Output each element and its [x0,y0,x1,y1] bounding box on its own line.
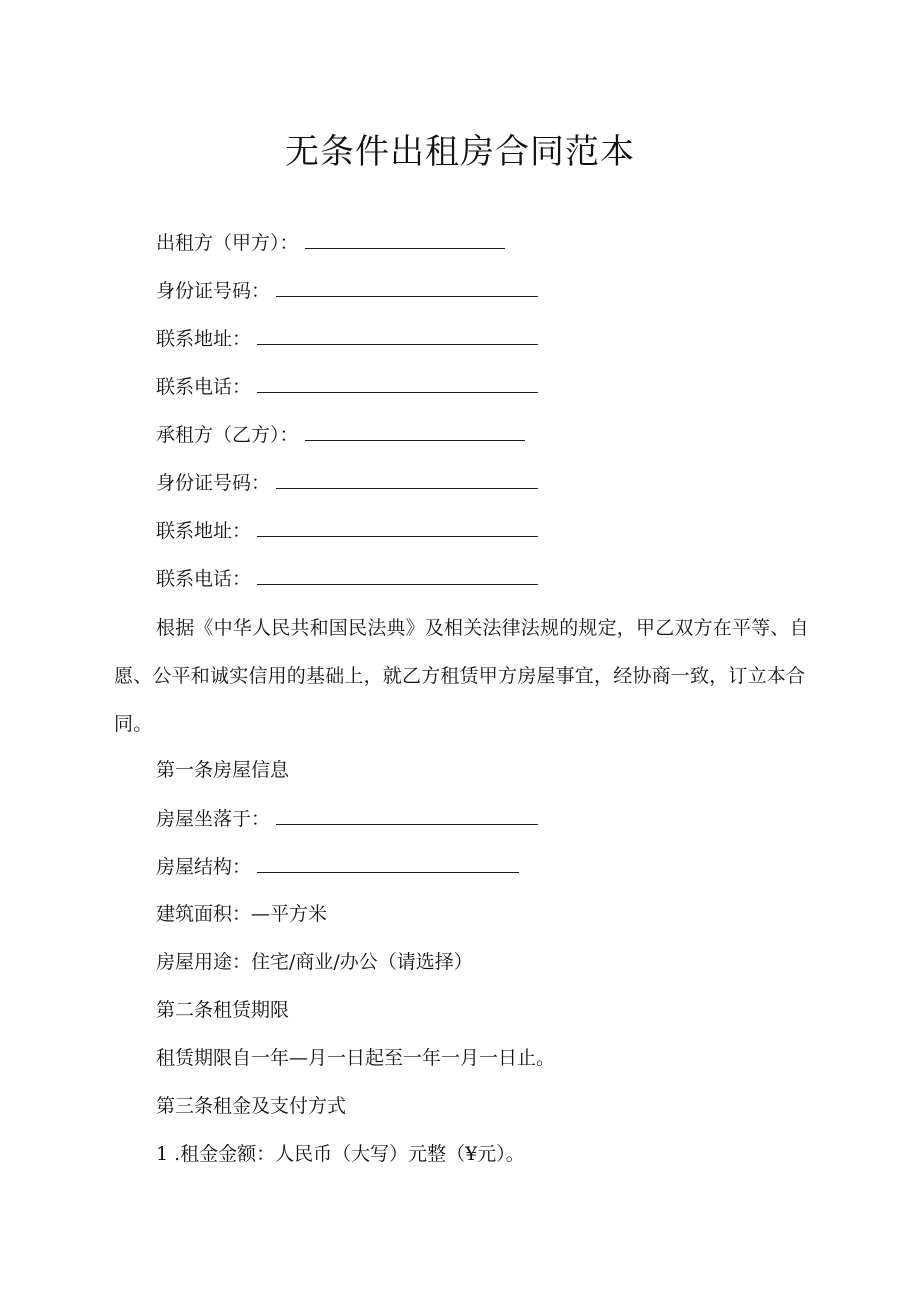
lessee-id-label: 身份证号码： [156,472,271,494]
lessee-name-blank[interactable] [305,420,525,441]
lessor-address-line [156,324,538,353]
lessor-phone-label: 联系电话： [156,376,252,398]
lessor-phone-line [156,372,538,401]
use-line: 房屋用途：住宅/商业/办公（请选择） [156,951,473,973]
lessee-address-line [156,516,538,545]
preamble-paragraph: 根据《中华人民共和国民法典》及相关法律法规的规定，甲乙双方在平等、自愿、公平和诚实信用的基础上，就乙方租赁甲方房屋事宜，经协商一致，订立本合同。 [114,617,809,735]
lessor-name-blank[interactable] [305,228,505,249]
article2-heading: 第二条租赁期限 [156,999,290,1021]
rent-amount-line: 1 .租金金额：人民币（大写）元整（¥元）。 [156,1143,525,1165]
lessor-phone-blank[interactable] [257,372,538,393]
lessor-id-blank[interactable] [276,276,538,297]
lessor-address-label: 联系地址： [156,328,252,350]
article3-heading: 第三条租金及支付方式 [156,1095,347,1117]
lessee-line [156,420,525,449]
structure-line [156,852,519,881]
lessor-id-line [156,276,538,305]
lessor-line [156,228,505,257]
structure-blank[interactable] [257,852,519,873]
structure-label: 房屋结构： [156,856,252,878]
lessee-phone-blank[interactable] [257,564,538,585]
lessee-address-label: 联系地址： [156,520,252,542]
article1-heading: 第一条房屋信息 [156,759,290,781]
location-label: 房屋坐落于： [156,808,271,830]
area-line: 建筑面积：—平方米 [156,903,328,925]
lessee-address-blank[interactable] [257,516,538,537]
lessee-id-line [156,468,538,497]
lessee-phone-label: 联系电话： [156,568,252,590]
lessee-label: 承租方（乙方）： [156,424,299,446]
lessee-phone-line [156,564,538,593]
lessor-label: 出租方（甲方）： [156,232,299,254]
location-blank[interactable] [276,804,538,825]
lessee-id-blank[interactable] [276,468,538,489]
location-line [156,804,538,833]
lessor-address-blank[interactable] [257,324,538,345]
document-title: 无条件出租房合同范本 [285,132,635,172]
term-line: 租赁期限自一年—月一日起至一年一月一日止。 [156,1047,556,1069]
lessor-id-label: 身份证号码： [156,280,271,302]
